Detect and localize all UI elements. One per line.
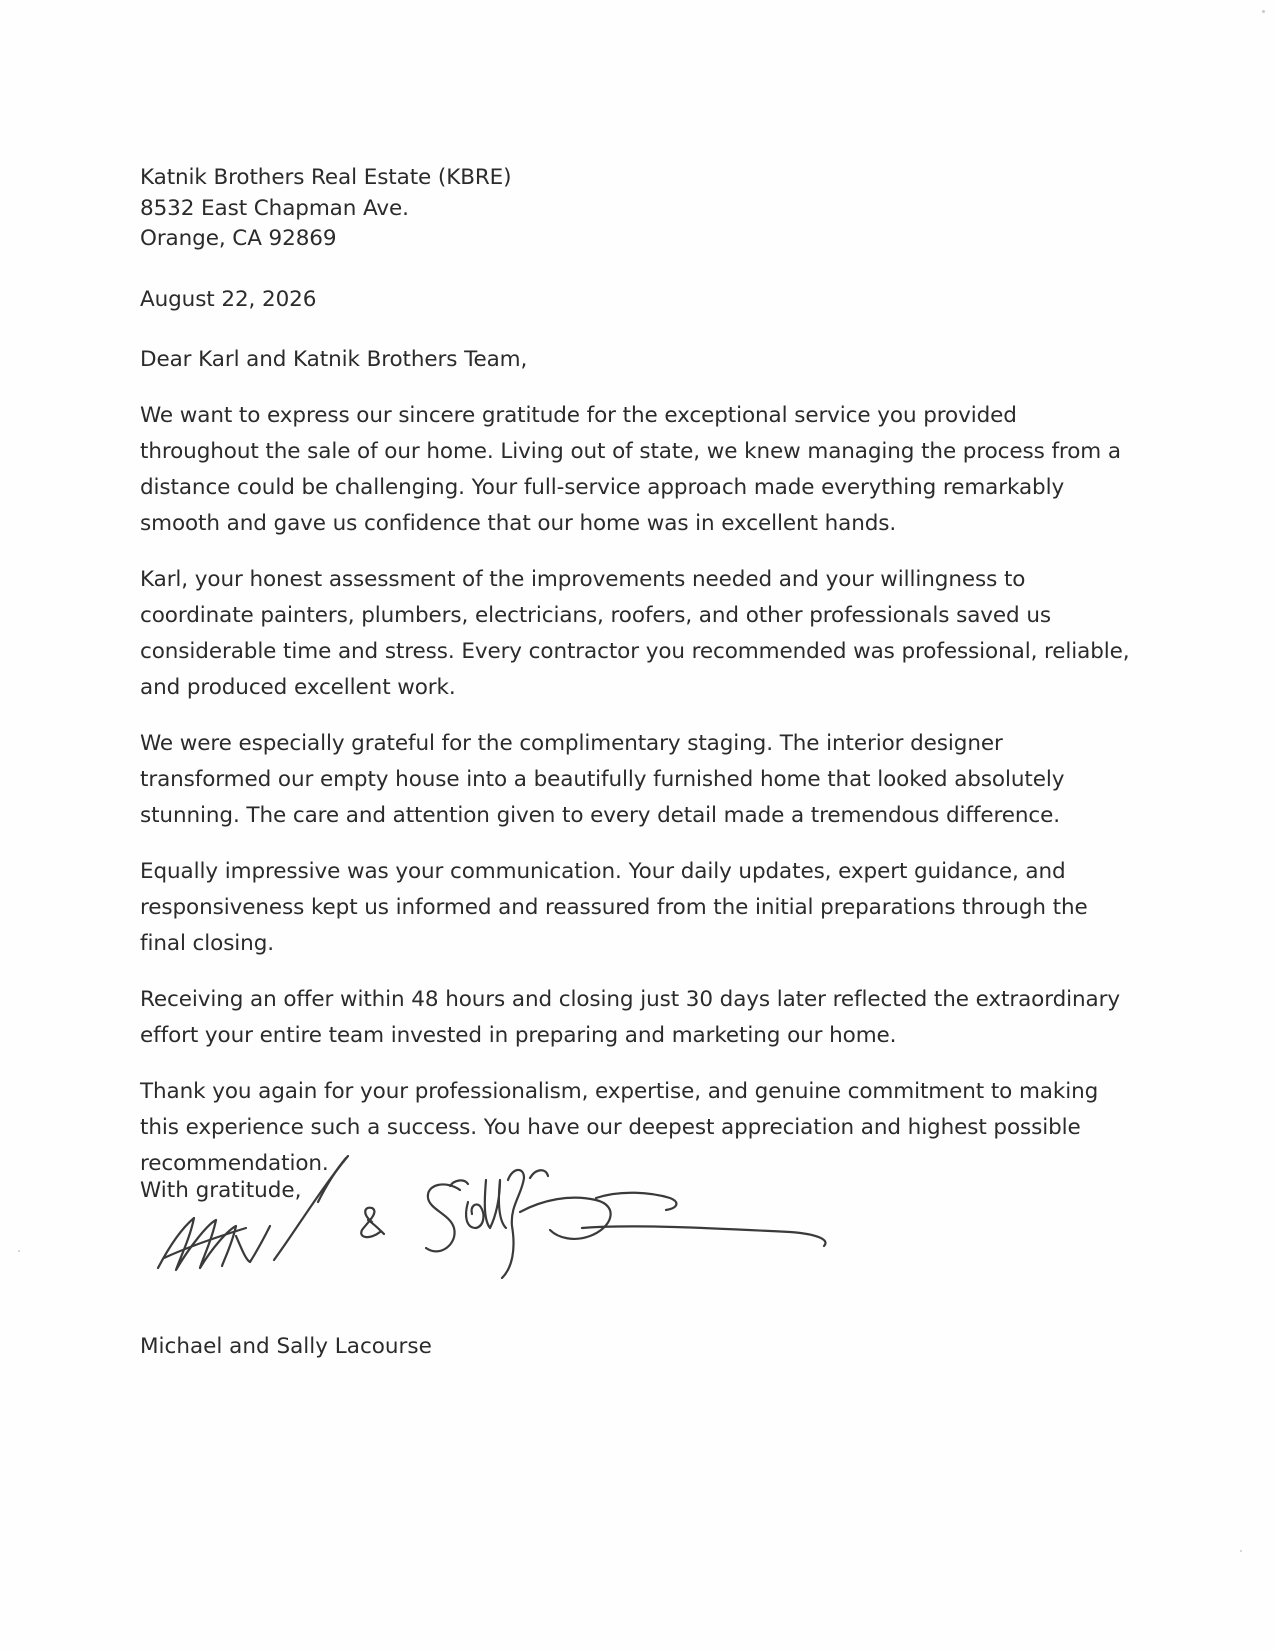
body-paragraph-6: Thank you again for your professionalism, expertise, and genuine commitment to making this experience such a success. You have our deepest appreciation and highest possible recommendation.: [140, 1078, 1099, 1176]
signer-names: Michael and Sally Lacourse: [140, 1334, 432, 1359]
scan-speck: [18, 1250, 20, 1252]
scan-speck: [1240, 1550, 1242, 1552]
salutation: Dear Karl and Katnik Brothers Team,: [140, 347, 528, 372]
recipient-city-state-zip: Orange, CA 92869: [140, 226, 337, 251]
letter-date: August 22, 2026: [140, 286, 317, 312]
recipient-name: Katnik Brothers Real Estate (KBRE): [140, 165, 512, 190]
letter-body: [140, 163, 1130, 1182]
body-paragraph-2: Karl, your honest assessment of the improvements needed and your willingness to coordinate painters, plumbers, electricians, roofers, and other professionals saved us considerable time and stress. Every contractor you recommended was professional, reliable, and produced excellent work.: [140, 566, 1130, 700]
body-paragraph-1: We want to express our sincere gratitude for the exceptional service you provided throughout the sale of our home. Living out of state, we knew managing the process from a distance could be challenging. Your full-service approach made everything remarkably smooth and gave us confidence that our home was in excellent hands.: [140, 402, 1121, 536]
recipient-address: [140, 163, 1130, 255]
body-paragraph-5: Receiving an offer within 48 hours and closing just 30 days later reflected the extraordinary effort your entire team invested in preparing and marketing our home.: [140, 986, 1120, 1048]
scan-speck: [1262, 10, 1265, 13]
recipient-street: 8532 East Chapman Ave.: [140, 195, 409, 221]
handwritten-signature: [150, 1150, 890, 1310]
closing-line: With gratitude,: [140, 1178, 302, 1203]
body-paragraph-3: We were especially grateful for the complimentary staging. The interior designer transformed our empty house into a beautifully furnished home that looked absolutely stunning. The care and attention given to every detail made a tremendous difference.: [140, 730, 1065, 828]
body-paragraph-4: Equally impressive was your communication. Your daily updates, expert guidance, and responsiveness kept us informed and reassured from the initial preparations through the final closing.: [140, 858, 1088, 956]
